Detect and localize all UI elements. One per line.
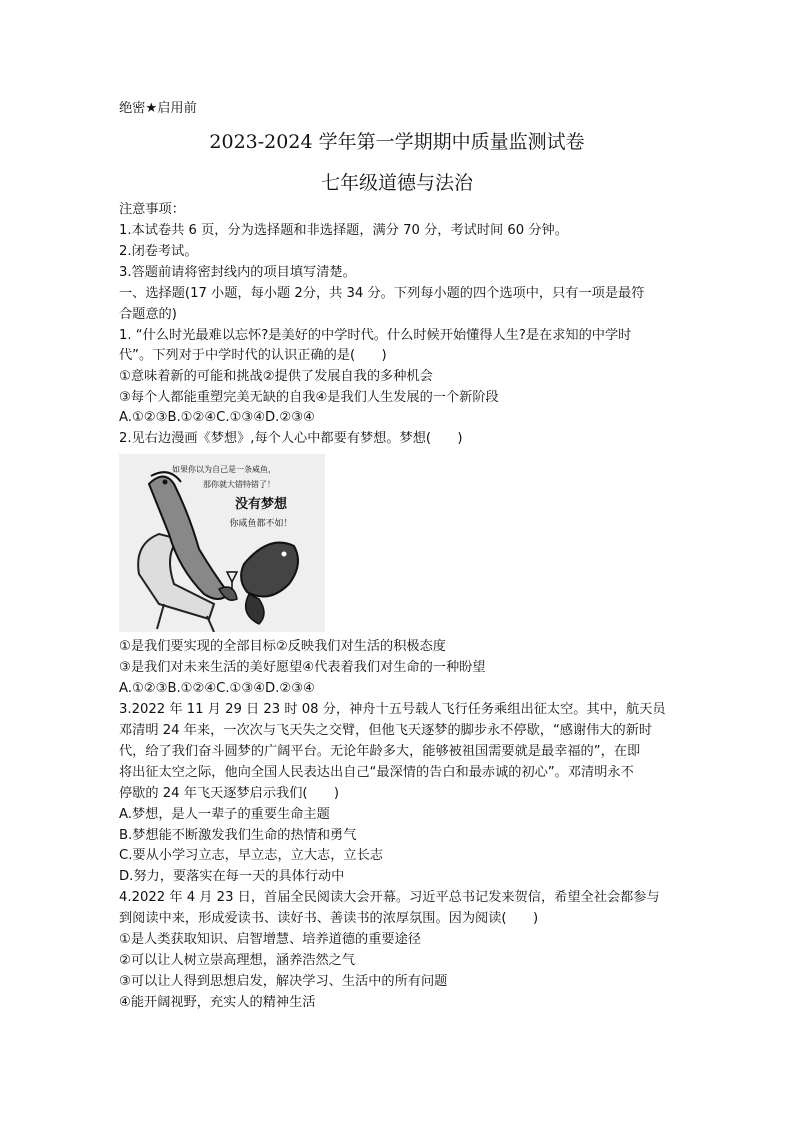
section-heading: 一、选择题(17 小题，每小题 2分，共 34 分。下列每小题的四个选项中，只有一项是最符 (119, 286, 645, 301)
exam-title: 2023-2024 学年第一学期期中质量监测试卷 (209, 131, 585, 153)
question-2-option: ①是我们要实现的全部目标②反映我们对生活的积极态度 (119, 639, 446, 654)
note-item: 1.本试卷共 6 页，分为选择题和非选择题，满分 70 分，考试时间 60 分钟。 (119, 223, 568, 238)
comic-caption: 如果你以为自己是一条咸鱼， (172, 465, 276, 474)
question-3-line: 代，给了我们奋斗圆梦的广阔平台。无论年龄多大，能够被祖国需要就是最幸福的”，在即 (119, 744, 641, 759)
question-1-option: ①意味着新的可能和挑战②提供了发展自我的多种机会 (119, 369, 433, 384)
note-item: 3.答题前请将密封线内的项目填写清楚。 (119, 265, 356, 280)
question-3-line: 停歇的 24 年飞天逐梦启示我们( ) (119, 786, 340, 801)
note-item: 2.闭卷考试。 (119, 244, 198, 259)
question-1-line: 1. “什么时光最难以忘怀?是美好的中学时代。什么时候开始懂得人生?是在求知的中学时 (119, 328, 632, 343)
question-2-answers: A.①②③B.①②④C.①③④D.②③④ (119, 681, 315, 696)
question-3-option: C.要从小学习立志，早立志，立大志，立长志 (119, 848, 383, 863)
question-1-answers: A.①②③B.①②④C.①③④D.②③④ (119, 410, 315, 425)
comic-caption: 没有梦想 (234, 497, 288, 512)
exam-subtitle: 七年级道德与法治 (320, 172, 473, 194)
question-1-option: ③每个人都能重塑完美无缺的自我④是我们人生发展的一个新阶段 (119, 390, 499, 405)
question-3-option: D.努力，要落实在每一天的具体行动中 (119, 869, 345, 884)
question-3-option: B.梦想能不断激发我们生命的热情和勇气 (119, 828, 357, 843)
dream-comic-image (119, 454, 325, 632)
comic-caption: 你咸鱼都不如！ (229, 519, 293, 529)
question-3-line: 3.2022 年 11 月 29 日 23 时 08 分，神舟十五号载人飞行任务乘组出征太空。其中，航天员 (119, 702, 666, 717)
question-4-option: ③可以让人得到思想启发，解决学习、生活中的所有问题 (119, 974, 448, 989)
question-1-line: 代”。下列对于中学时代的认识正确的是( ) (119, 348, 387, 363)
question-3-line: 邓清明 24 年来，一次次与飞天失之交臂，但他飞天逐梦的脚步永不停歇，“感谢伟大的新时 (119, 723, 653, 738)
salted-fish-comic-drawing (119, 454, 325, 632)
section-heading: 合题意的) (119, 307, 177, 322)
comic-caption: 那你就大错特错了！ (203, 480, 275, 489)
notes-heading: 注意事项： (119, 202, 185, 217)
question-2-option: ③是我们对未来生活的美好愿望④代表着我们对生命的一种盼望 (119, 660, 486, 675)
question-4-line: 4.2022 年 4 月 23 日，首届全民阅读大会开幕。习近平总书记发来贺信，希望全社会都参与 (119, 890, 660, 905)
question-3-line: 将出征太空之际，他向全国人民表达出自己“最深情的告白和最赤诚的初心”。邓清明永不 (119, 765, 634, 780)
question-4-line: 到阅读中来，形成爱读书、读好书、善读书的浓厚氛围。因为阅读( ) (119, 911, 539, 926)
question-3-option: A.梦想，是人一辈子的重要生命主题 (119, 807, 330, 822)
question-4-option: ④能开阔视野，充实人的精神生活 (119, 995, 316, 1010)
confidential-mark: 绝密★启用前 (119, 101, 197, 116)
question-4-option: ①是人类获取知识、启智增慧、培养道德的重要途径 (119, 932, 421, 947)
question-2-intro: 2.见右边漫画《梦想》,每个人心中都要有梦想。梦想( ) (119, 431, 463, 446)
question-4-option: ②可以让人树立崇高理想，涵养浩然之气 (119, 953, 356, 968)
